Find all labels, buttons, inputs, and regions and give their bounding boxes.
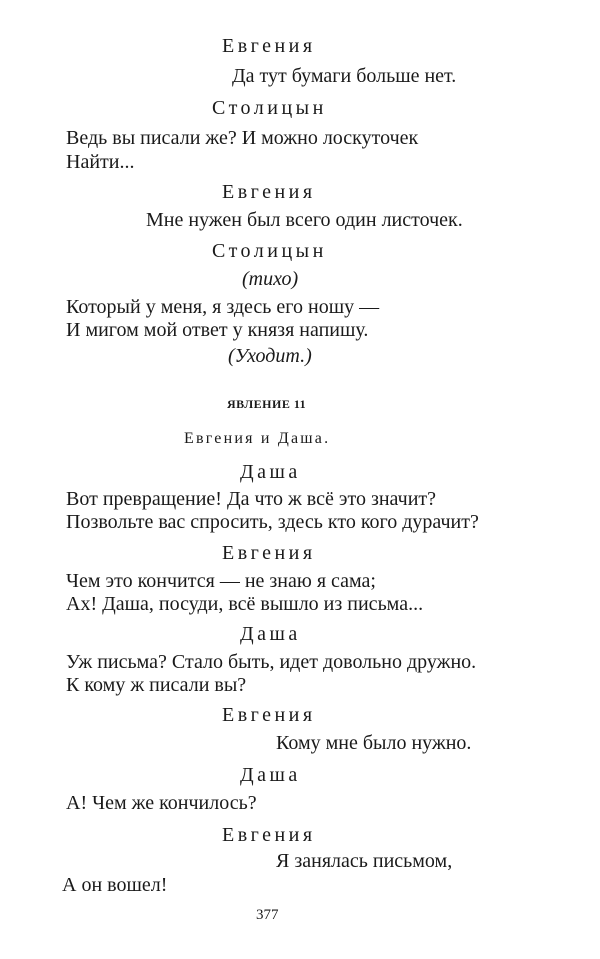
verse-line: Позвольте вас спросить, здесь кто кого дурачит? bbox=[66, 511, 479, 533]
verse-line: Мне нужен был всего один листочек. bbox=[146, 209, 463, 231]
speaker-name: Евгения bbox=[222, 181, 316, 203]
speaker-name: Евгения bbox=[222, 542, 316, 564]
speaker-name: Евгения bbox=[222, 704, 316, 726]
scene-heading: ЯВЛЕНИЕ 11 bbox=[227, 397, 307, 411]
verse-line: И мигом мой ответ у князя напишу. bbox=[66, 319, 369, 341]
speaker-name: Столицын bbox=[212, 97, 327, 119]
stage-direction: (Уходит.) bbox=[228, 345, 312, 367]
verse-line: Да тут бумаги больше нет. bbox=[232, 65, 457, 87]
verse-line: А! Чем же кончилось? bbox=[66, 792, 257, 814]
speaker-name: Столицын bbox=[212, 240, 327, 262]
page-number: 377 bbox=[256, 907, 279, 923]
speaker-name: Евгения bbox=[222, 35, 316, 57]
speaker-name: Даша bbox=[240, 623, 301, 645]
speaker-name: Евгения bbox=[222, 824, 316, 846]
verse-line: Найти... bbox=[66, 151, 135, 173]
verse-line: А он вошел! bbox=[62, 874, 168, 896]
verse-line: Вот превращение! Да что ж всё это значит? bbox=[66, 488, 437, 510]
verse-line: Ах! Даша, посуди, всё вышло из письма... bbox=[66, 593, 424, 615]
verse-line: Уж письма? Стало быть, идет довольно дружно. bbox=[66, 651, 477, 673]
stage-direction: (тихо) bbox=[242, 268, 299, 290]
verse-line: Чем это кончится — не знаю я сама; bbox=[66, 570, 376, 592]
verse-line: Кому мне было нужно. bbox=[276, 732, 472, 754]
verse-line: Я занялась письмом, bbox=[276, 850, 453, 872]
scene-cast: Евгения и Даша. bbox=[184, 430, 331, 447]
verse-line: К кому ж писали вы? bbox=[66, 674, 247, 696]
speaker-name: Даша bbox=[240, 764, 301, 786]
speaker-name: Даша bbox=[240, 461, 301, 483]
verse-line: Который у меня, я здесь его ношу — bbox=[66, 296, 380, 318]
verse-line: Ведь вы писали же? И можно лоскуточек bbox=[66, 127, 419, 149]
